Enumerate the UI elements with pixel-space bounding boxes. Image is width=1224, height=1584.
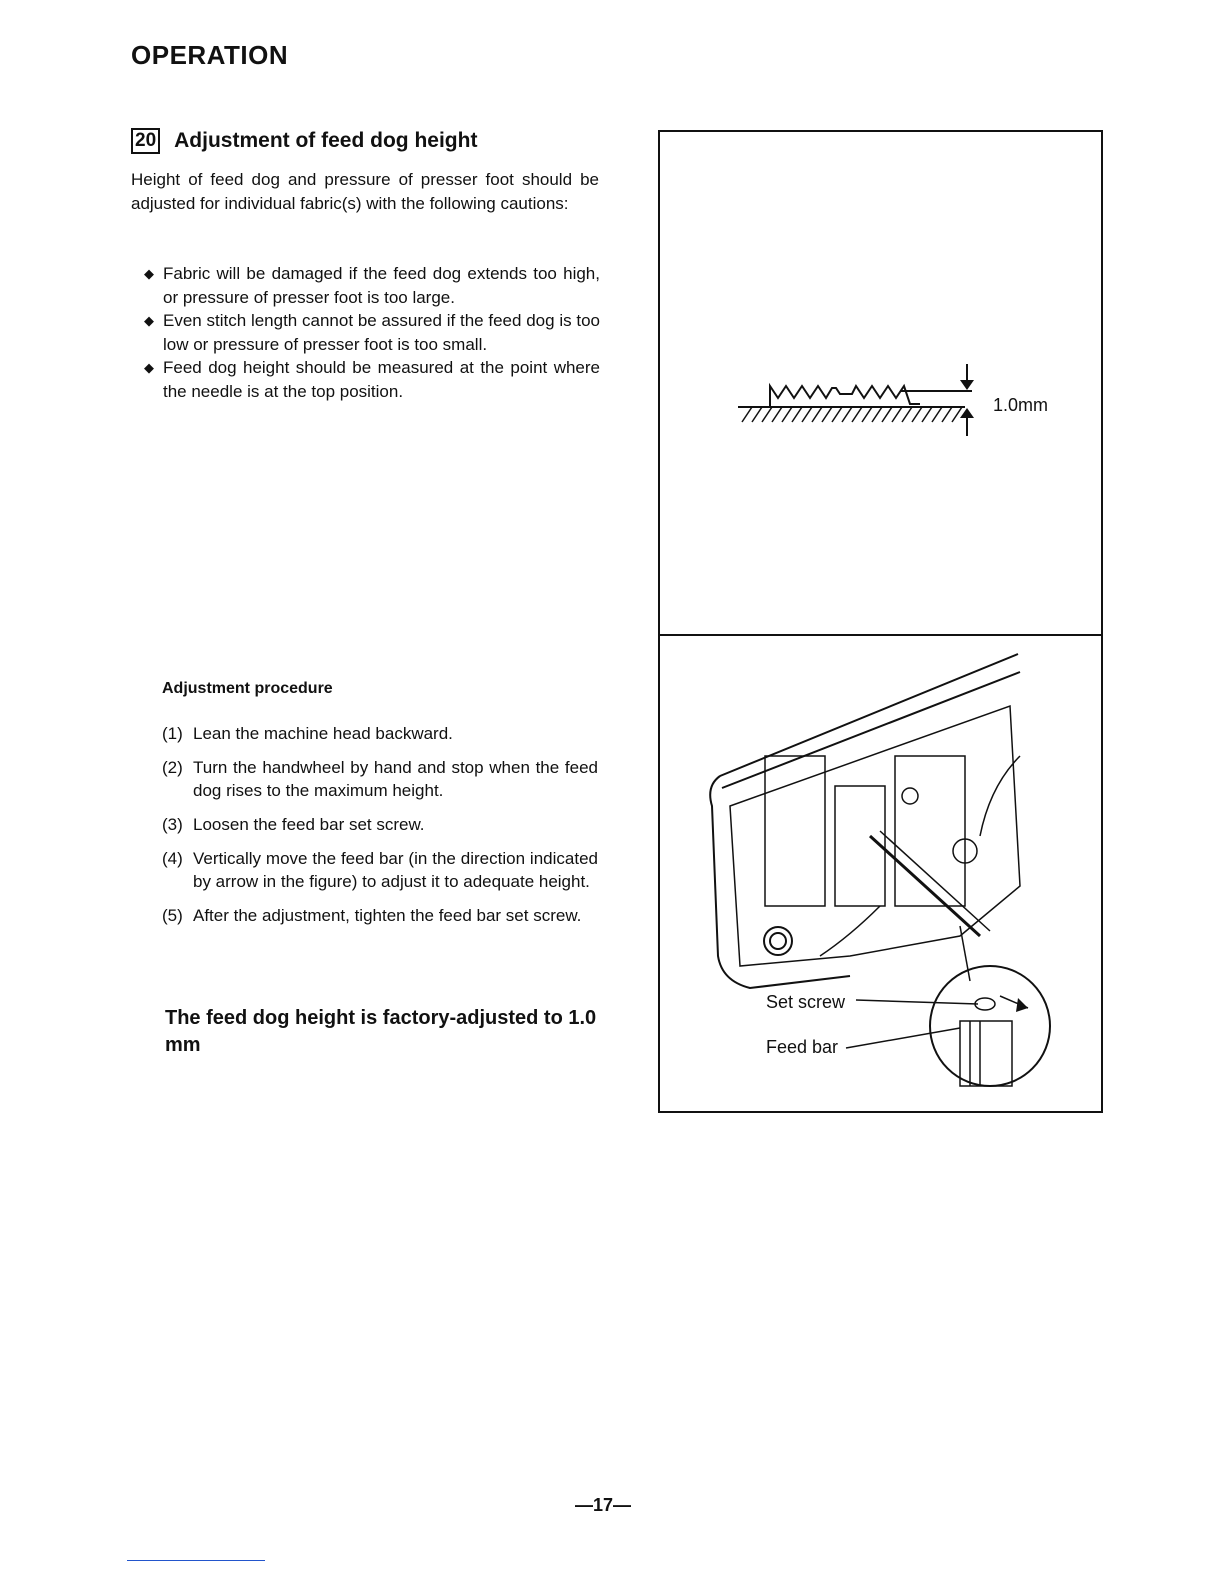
footer-rule <box>127 1560 265 1561</box>
diamond-bullet-icon: ◆ <box>144 360 154 375</box>
procedure-step <box>162 756 598 802</box>
procedure-step <box>162 847 598 893</box>
set-screw-leader <box>856 1000 978 1004</box>
mechanism-block <box>895 756 965 906</box>
step-text: Turn the handwheel by hand and stop when the feed dog rises to the maximum height. <box>193 758 598 800</box>
detail-circle <box>930 966 1050 1086</box>
caution-item <box>144 356 600 403</box>
step-text: Lean the machine head backward. <box>193 724 453 743</box>
machine-bed-outline <box>710 654 1020 988</box>
direction-arrow-icon <box>1016 998 1028 1012</box>
feed-bar-leader <box>846 1028 960 1048</box>
section-title: Adjustment of feed dog height <box>174 129 478 152</box>
procedure-steps <box>162 722 598 938</box>
mechanism-block <box>835 786 885 906</box>
procedure-step <box>162 722 598 745</box>
diamond-bullet-icon: ◆ <box>144 313 154 328</box>
screw-circle <box>902 788 918 804</box>
section-number-badge: 20 <box>131 128 160 154</box>
step-number: (5) <box>162 906 183 925</box>
caution-item <box>144 262 600 309</box>
throat-plate-hatching <box>742 407 962 422</box>
intro-paragraph: Height of feed dog and pressure of presser foot should be adjusted for individual fabric(s) with the following cautions: <box>131 170 599 213</box>
diamond-bullet-icon: ◆ <box>144 266 154 281</box>
procedure-step <box>162 904 598 927</box>
feed-bar-label: Feed bar <box>766 1037 839 1057</box>
step-number: (3) <box>162 815 183 834</box>
mechanism-block <box>765 756 825 906</box>
set-screw-label: Set screw <box>766 992 846 1012</box>
feed-dog-height-diagram <box>660 132 1101 632</box>
caution-item <box>144 309 600 356</box>
caution-text: Even stitch length cannot be assured if the feed dog is too low or pressure of presser foot is too small. <box>163 311 600 354</box>
step-number: (2) <box>162 758 183 777</box>
procedure-step <box>162 813 598 836</box>
machine-underside-diagram <box>660 636 1101 1111</box>
step-text: After the adjustment, tighten the feed bar set screw. <box>193 906 582 925</box>
section-heading <box>131 128 477 154</box>
down-arrow-icon <box>960 380 974 390</box>
step-text: Loosen the feed bar set screw. <box>193 815 425 834</box>
step-text: Vertically move the feed bar (in the direction indicated by arrow in the figure) to adjust it to adequate height. <box>193 849 598 891</box>
page-title: OPERATION <box>131 40 289 70</box>
height-dimension-label: 1.0mm <box>993 395 1049 415</box>
procedure-heading: Adjustment procedure <box>162 680 333 697</box>
feed-bar-detail <box>960 1021 1012 1086</box>
pivot-circle <box>764 927 792 955</box>
caution-text: Fabric will be damaged if the feed dog extends too high, or pressure of presser foot is too large. <box>163 264 600 307</box>
page-number: —17— <box>575 1495 632 1515</box>
factory-adjustment-note: The feed dog height is factory-adjusted to 1.0 mm <box>165 1007 597 1056</box>
pivot-inner-circle <box>770 933 786 949</box>
caution-text: Feed dog height should be measured at the point where the needle is at the top position. <box>163 358 600 401</box>
step-number: (1) <box>162 724 183 743</box>
feed-dog-teeth <box>770 386 920 407</box>
step-number: (4) <box>162 849 183 868</box>
cautions-list <box>144 262 600 403</box>
feed-bar-line <box>870 836 980 936</box>
up-arrow-icon <box>960 408 974 418</box>
